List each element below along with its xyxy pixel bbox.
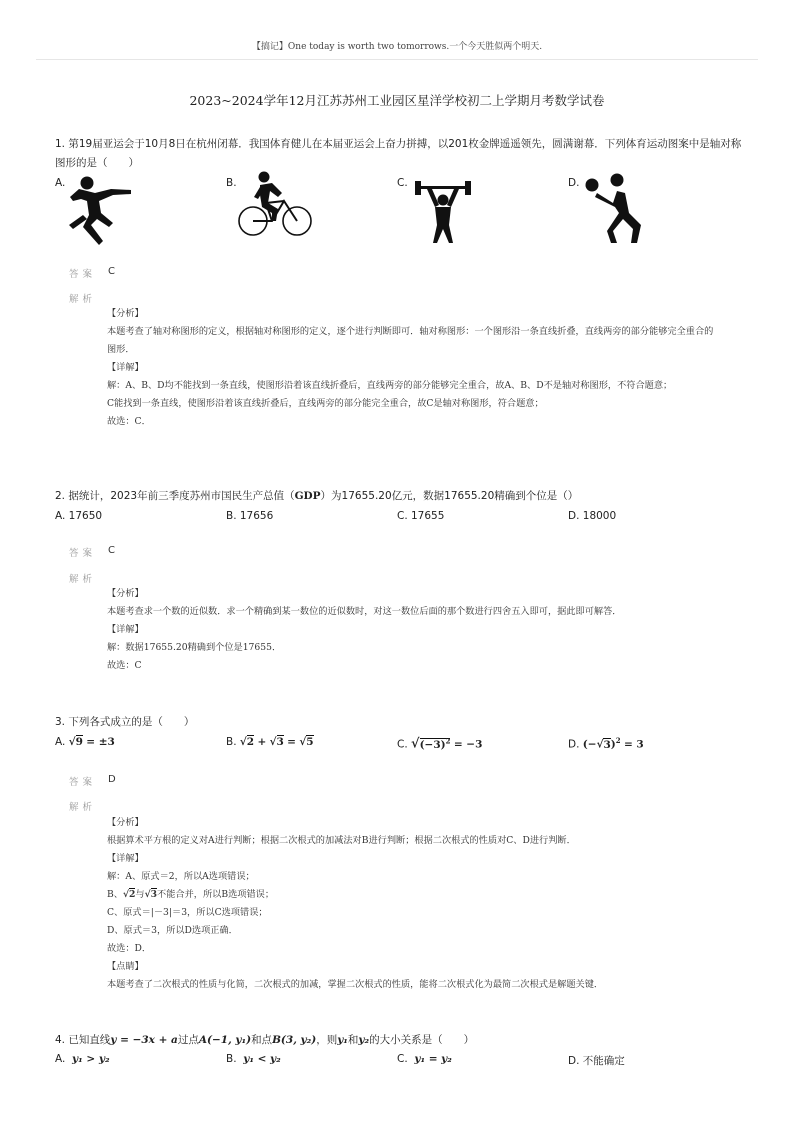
question-4-stem: 4. 已知直线y = −3x + a过点A(−1, y₁)和点B(3, y₂)，则y₁和y₂的大小关系是（ ） — [55, 1034, 475, 1046]
gdp-term: GDP — [294, 490, 321, 502]
q3-analysis-label: 解析 — [69, 802, 97, 813]
q1-explanation — [107, 305, 722, 431]
q1-exp-line: 故选：C． — [107, 416, 151, 427]
question-2-stem: 2. 据统计，2023年前三季度苏州市国民生产总值（GDP）为17655.20亿元，数据17655.20精确到个位是（） — [55, 490, 579, 502]
q2-option-c[interactable]: C. 17655 — [397, 510, 445, 522]
q1-exp-line: 本题考查了轴对称图形的定义，根据轴对称图形的定义，逐个进行判断即可．轴对称图形：一个图形沿一条直线折叠，直线两旁的部分能够完全重合的图形． — [107, 326, 714, 355]
q3-option-a[interactable]: A. √9 = ±3 — [55, 736, 115, 748]
point-a: A(−1, y₁) — [198, 1034, 252, 1046]
q4-option-a[interactable]: A. y₁ > y₂ — [55, 1053, 110, 1065]
page-motto: 【搞记】One today is worth two tomorrows.一个今天胜似两个明天. — [251, 42, 543, 52]
q3-explanation: 【分析】 根据算术平方根的定义对A进行判断；根据二次根式的加减法对B进行判断；根据二次根式的性质对C、D进行判断． 【详解】 解：A、原式＝2，所以A选项错误； B、√2与√3不能合并，所以B选项错误； C、原式＝|－3|＝3，所以C选项错误； D、原式＝3，所以D选项正确． 故选：D． 【点睛】 本题考查了二次根式的性质与化简，二次根式的加减，掌握二次根式的性质，能将二次根式化为最简二次根式是解题关键． — [107, 817, 604, 990]
q1-option-c[interactable]: C. — [397, 177, 408, 189]
q3-answer-label: 答案 — [69, 777, 97, 788]
q3-option-d[interactable]: D. $(-√3)^2 = 3$ — [568, 736, 644, 751]
question-3 — [55, 713, 745, 990]
q2-exp-line: 本题考查求一个数的近似数．求一个精确到某一数位的近似数时，对这一数位后面的那个数进行四舍五入即可，据此即可解答． — [107, 606, 622, 617]
point-b: B(3, y₂) — [272, 1034, 317, 1046]
paper-title: 2023~2024学年12月江苏苏州工业园区星洋学校初二上学期月考数学试卷 — [189, 93, 605, 108]
throwing-figure-icon — [65, 175, 135, 247]
line-equation: y = −3x + a — [110, 1034, 178, 1046]
question-1-stem: 1. 第19届亚运会于10月8日在杭州闭幕．我国体育健儿在本届亚运会上奋力拼搏，以201枚金牌遥遥领先，圆满谢幕．下列体育运动图案中是轴对称图形的是（ ） — [55, 138, 742, 169]
q4-option-d[interactable]: D. 不能确定 — [568, 1055, 625, 1067]
q1-answer-label: 答案 — [69, 269, 97, 280]
q2-option-a[interactable]: A. 17650 — [55, 510, 103, 522]
q4-option-b[interactable]: B. y₁ < y₂ — [226, 1053, 281, 1065]
cyclist-figure-icon — [238, 171, 312, 239]
q1-option-a[interactable]: A. — [55, 177, 66, 189]
q4-option-c[interactable]: C. y₁ = y₂ — [397, 1053, 452, 1065]
weightlifter-figure-icon — [413, 173, 473, 245]
q2-exp-line: 【详解】 — [107, 624, 144, 635]
volleyball-figure-icon — [583, 173, 653, 245]
q1-option-d[interactable]: D. — [568, 177, 580, 189]
question-1 — [55, 135, 745, 427]
q1-answer-value: C — [108, 266, 115, 277]
q1-exp-line: 【详解】 — [107, 362, 144, 373]
q2-answer-value: C — [108, 545, 115, 556]
q1-exp-line: C能找到一条直线，使图形沿着该直线折叠后，直线两旁的部分能完全重合，故C是轴对称图形，符合题意； — [107, 398, 544, 409]
question-2-options — [55, 510, 745, 530]
question-4-options — [55, 1053, 745, 1073]
q2-option-b[interactable]: B. 17656 — [226, 510, 274, 522]
q2-exp-line: 解：数据17655.20精确到个位是17655． — [107, 642, 282, 653]
q2-exp-line: 【分析】 — [107, 588, 144, 599]
q1-exp-line: 【分析】 — [107, 308, 144, 319]
q2-answer-label: 答案 — [69, 548, 97, 559]
q3-option-b[interactable]: B. √2 + √3 = √5 — [226, 736, 314, 748]
q2-exp-line: 故选：C — [107, 660, 142, 671]
sqrt-symbol: √ — [68, 736, 76, 748]
question-3-options — [55, 736, 745, 756]
q2-explanation — [107, 585, 722, 675]
q1-option-b[interactable]: B. — [226, 177, 237, 189]
question-3-stem: 3. 下列各式成立的是（ ） — [55, 716, 195, 728]
question-2 — [55, 487, 745, 671]
q1-exp-line: 解：A、B、D均不能找到一条直线，使图形沿着该直线折叠后，直线两旁的部分能够完全重合，故A、B、D不是轴对称图形，不符合题意； — [107, 380, 673, 391]
q1-analysis-label: 解析 — [69, 294, 97, 305]
q3-answer-value: D — [108, 774, 116, 785]
q2-analysis-label: 解析 — [69, 574, 97, 585]
header-divider — [36, 59, 758, 60]
q2-option-d[interactable]: D. 18000 — [568, 510, 617, 522]
question-4 — [55, 1031, 745, 1067]
q3-option-c[interactable]: C. $√(-3)^2 = -3$ — [397, 736, 483, 752]
